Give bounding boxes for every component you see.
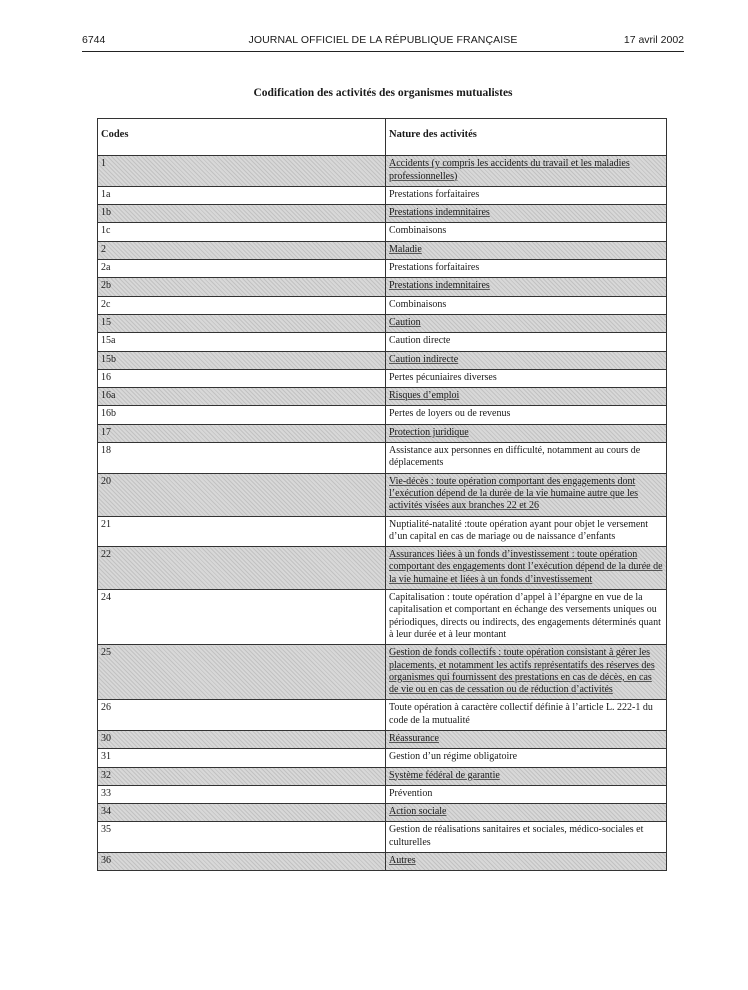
activity-nature: Caution — [386, 314, 667, 332]
activity-nature: Nuptialité-natalité :toute opération ayant pour objet le versement d’un capital en cas de mariage ou de naissance d’enfants — [386, 516, 667, 547]
table-row — [98, 547, 667, 590]
table-row — [98, 767, 667, 785]
activity-code: 2 — [98, 241, 386, 259]
activity-code: 22 — [98, 547, 386, 590]
activity-nature: Prestations indemnitaires — [386, 278, 667, 296]
table-row — [98, 333, 667, 351]
activity-nature: Prestations indemnitaires — [386, 205, 667, 223]
table-row — [98, 369, 667, 387]
table-row — [98, 260, 667, 278]
activity-nature: Caution indirecte — [386, 351, 667, 369]
table-row — [98, 205, 667, 223]
activity-nature: Combinaisons — [386, 296, 667, 314]
table-body — [98, 156, 667, 871]
table-header-row — [98, 119, 667, 156]
activity-code: 2c — [98, 296, 386, 314]
activity-nature: Action sociale — [386, 804, 667, 822]
activity-nature: Prestations forfaitaires — [386, 260, 667, 278]
activity-code: 25 — [98, 645, 386, 700]
table-row — [98, 822, 667, 853]
table-row — [98, 278, 667, 296]
activity-nature: Réassurance — [386, 730, 667, 748]
activity-code: 1c — [98, 223, 386, 241]
activity-nature: Autres — [386, 853, 667, 871]
header-rule — [82, 51, 684, 52]
activity-nature: Système fédéral de garantie — [386, 767, 667, 785]
table-row — [98, 406, 667, 424]
table-row — [98, 156, 667, 187]
activity-code: 2b — [98, 278, 386, 296]
activity-nature: Protection juridique — [386, 424, 667, 442]
table-row — [98, 186, 667, 204]
activity-code: 15a — [98, 333, 386, 351]
table-row — [98, 424, 667, 442]
activity-nature: Combinaisons — [386, 223, 667, 241]
activity-nature: Pertes de loyers ou de revenus — [386, 406, 667, 424]
activity-code: 30 — [98, 730, 386, 748]
table-row — [98, 700, 667, 731]
activity-code: 34 — [98, 804, 386, 822]
activity-code: 32 — [98, 767, 386, 785]
codes-table — [97, 118, 667, 871]
activity-nature: Prestations forfaitaires — [386, 186, 667, 204]
table-row — [98, 749, 667, 767]
activity-nature: Gestion de fonds collectifs : toute opération consistant à gérer les placements, et notamment les actifs représentatifs des réserves des organismes qui fournissent des prestations en cas de décès, en cas de vie ou en cas de cessation ou de réduction d’activités — [386, 645, 667, 700]
publication-date: 17 avril 2002 — [623, 34, 684, 46]
activity-nature: Accidents (y compris les accidents du travail et les maladies professionnelles) — [386, 156, 667, 187]
activity-code: 24 — [98, 590, 386, 645]
activity-nature: Gestion d’un régime obligatoire — [386, 749, 667, 767]
table-row — [98, 730, 667, 748]
table-row — [98, 473, 667, 516]
activity-code: 15b — [98, 351, 386, 369]
activity-code: 20 — [98, 473, 386, 516]
activity-code: 1b — [98, 205, 386, 223]
activity-code: 35 — [98, 822, 386, 853]
activity-code: 21 — [98, 516, 386, 547]
activity-nature: Assistance aux personnes en difficulté, notamment au cours de déplacements — [386, 443, 667, 474]
column-header-codes: Codes — [98, 119, 386, 156]
activity-code: 16a — [98, 388, 386, 406]
activity-nature: Prévention — [386, 785, 667, 803]
activity-code: 2a — [98, 260, 386, 278]
table-row — [98, 853, 667, 871]
table-row — [98, 785, 667, 803]
activity-nature: Caution directe — [386, 333, 667, 351]
activity-nature: Capitalisation : toute opération d’appel à l’épargne en vue de la capitalisation et comportant en échange des versements uniques ou périodiques, directs ou indirects, des engagements déterminés quant à leur durée et à leur montant — [386, 590, 667, 645]
table-row — [98, 443, 667, 474]
table-row — [98, 223, 667, 241]
activity-nature: Risques d’emploi — [386, 388, 667, 406]
journal-title: JOURNAL OFFICIEL DE LA RÉPUBLIQUE FRANÇAISE — [248, 34, 518, 46]
activity-nature: Toute opération à caractère collectif définie à l’article L. 222-1 du code de la mutualité — [386, 700, 667, 731]
activity-nature: Assurances liées à un fonds d’investissement : toute opération comportant des engagements dont l’exécution dépend de la durée de la vie humaine et liées à un fonds d’investissement — [386, 547, 667, 590]
activity-nature: Vie-décès : toute opération comportant des engagements dont l’exécution dépend de la durée de la vie humaine autre que les activités visées aux branches 22 et 26 — [386, 473, 667, 516]
table-row — [98, 351, 667, 369]
activity-code: 26 — [98, 700, 386, 731]
table-row — [98, 241, 667, 259]
activity-code: 33 — [98, 785, 386, 803]
activity-code: 15 — [98, 314, 386, 332]
activity-code: 36 — [98, 853, 386, 871]
table-row — [98, 804, 667, 822]
activity-code: 1a — [98, 186, 386, 204]
activity-nature: Gestion de réalisations sanitaires et sociales, médico-sociales et culturelles — [386, 822, 667, 853]
table-row — [98, 590, 667, 645]
page-number: 6744 — [82, 34, 106, 46]
table-row — [98, 388, 667, 406]
activity-nature: Maladie — [386, 241, 667, 259]
table-row — [98, 296, 667, 314]
table-row — [98, 645, 667, 700]
activity-code: 31 — [98, 749, 386, 767]
activity-nature: Pertes pécuniaires diverses — [386, 369, 667, 387]
table-row — [98, 314, 667, 332]
activity-code: 17 — [98, 424, 386, 442]
document-title: Codification des activités des organismes mutualistes — [253, 87, 513, 99]
activity-code: 1 — [98, 156, 386, 187]
column-header-nature: Nature des activités — [386, 119, 667, 156]
table-row — [98, 516, 667, 547]
activity-code: 16b — [98, 406, 386, 424]
running-header — [82, 34, 684, 50]
activity-code: 16 — [98, 369, 386, 387]
activity-code: 18 — [98, 443, 386, 474]
